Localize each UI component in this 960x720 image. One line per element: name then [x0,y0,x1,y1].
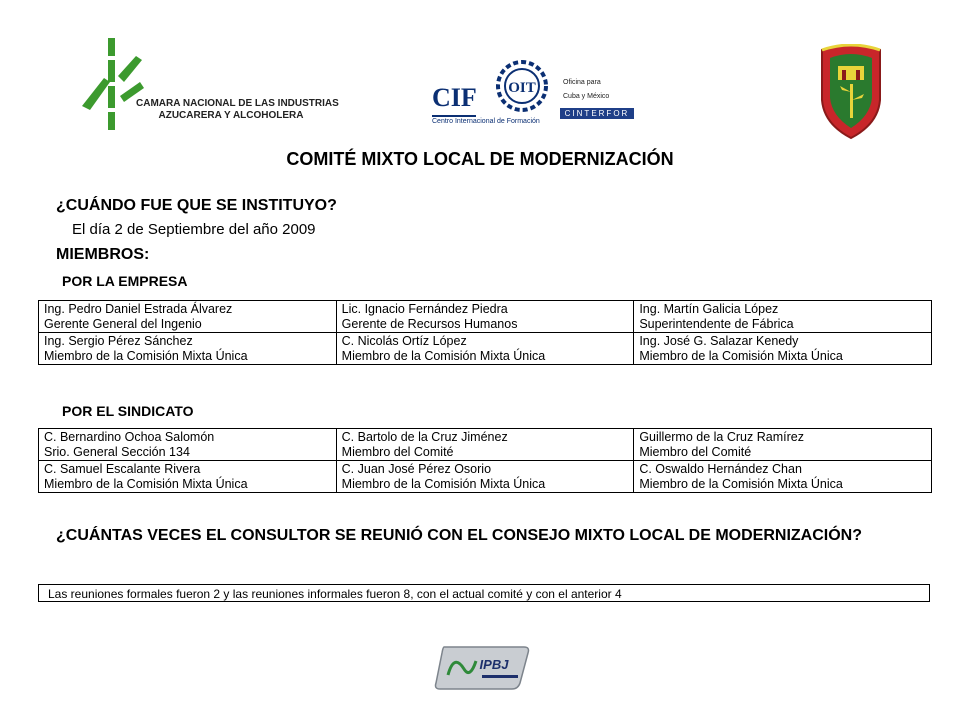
ipbj-logo [434,643,532,691]
member-cell: Lic. Ignacio Fernández Piedra Gerente de Recursos Humanos [336,301,634,333]
page-title: COMITÉ MIXTO LOCAL DE MODERNIZACIÓN [286,149,674,169]
ipbj-text: IPBJ [479,657,509,672]
cif-underline [432,115,476,117]
question-meetings: ¿CUÁNTAS VECES EL CONSULTOR SE REUNIÓ CON EL CONSEJO MIXTO LOCAL DE MODERNIZACIÓN? [56,527,862,544]
members-heading: MIEMBROS: [56,246,150,263]
member-cell: C. Nicolás Ortíz López Miembro de la Comisión Mixta Única [336,333,634,365]
member-cell: C. Oswaldo Hernández Chan Miembro de la Comisión Mixta Única [634,461,932,493]
cif-title: CIF [432,83,477,112]
table-row [39,301,932,333]
answer-meetings-box: Las reuniones formales fueron 2 y las reuniones informales fueron 8, con el actual comité y con el anterior 4 [38,584,930,602]
cif-oit-logo [432,58,642,134]
table-row [39,333,932,365]
empresa-heading: POR LA EMPRESA [62,273,188,289]
member-cell: Ing. Martín Galicia López Superintendente de Fábrica [634,301,932,333]
oit-emblem-icon [490,58,554,114]
cinterfor-label: CINTERFOR [560,108,634,119]
shield-emblem-icon [818,44,884,140]
oficina-text: Oficina para Cuba y México [563,79,610,100]
empresa-members-table [38,300,932,365]
table-row [39,461,932,493]
member-cell: Ing. Pedro Daniel Estrada Álvarez Gerente General del Ingenio [39,301,337,333]
ingenio-shield-logo [818,44,884,140]
member-cell: Ing. José G. Salazar Kenedy Miembro de la Comisión Mixta Única [634,333,932,365]
ipbj-emblem-icon [434,643,532,691]
sindicato-members-table [38,428,932,493]
camara-azucarera-logo [78,36,339,136]
table-row [39,429,932,461]
camara-name: CAMARA NACIONAL DE LAS INDUSTRIAS AZUCARERA Y ALCOHOLERA [136,98,339,121]
sindicato-heading: POR EL SINDICATO [62,403,194,419]
question-instituted: ¿CUÁNDO FUE QUE SE INSTITUYO? [56,197,337,214]
member-cell: Ing. Sergio Pérez Sánchez Miembro de la Comisión Mixta Única [39,333,337,365]
member-cell: C. Bernardino Ochoa Salomón Srio. General Sección 134 [39,429,337,461]
member-cell: C. Juan José Pérez Osorio Miembro de la Comisión Mixta Única [336,461,634,493]
answer-instituted: El día 2 de Septiembre del año 2009 [72,221,316,238]
member-cell: C. Samuel Escalante Rivera Miembro de la Comisión Mixta Única [39,461,337,493]
member-cell: Guillermo de la Cruz Ramírez Miembro del Comité [634,429,932,461]
cif-subtitle: Centro Internacional de Formación [432,118,540,125]
oit-text: OIT [508,80,536,96]
member-cell: C. Bartolo de la Cruz Jiménez Miembro del Comité [336,429,634,461]
